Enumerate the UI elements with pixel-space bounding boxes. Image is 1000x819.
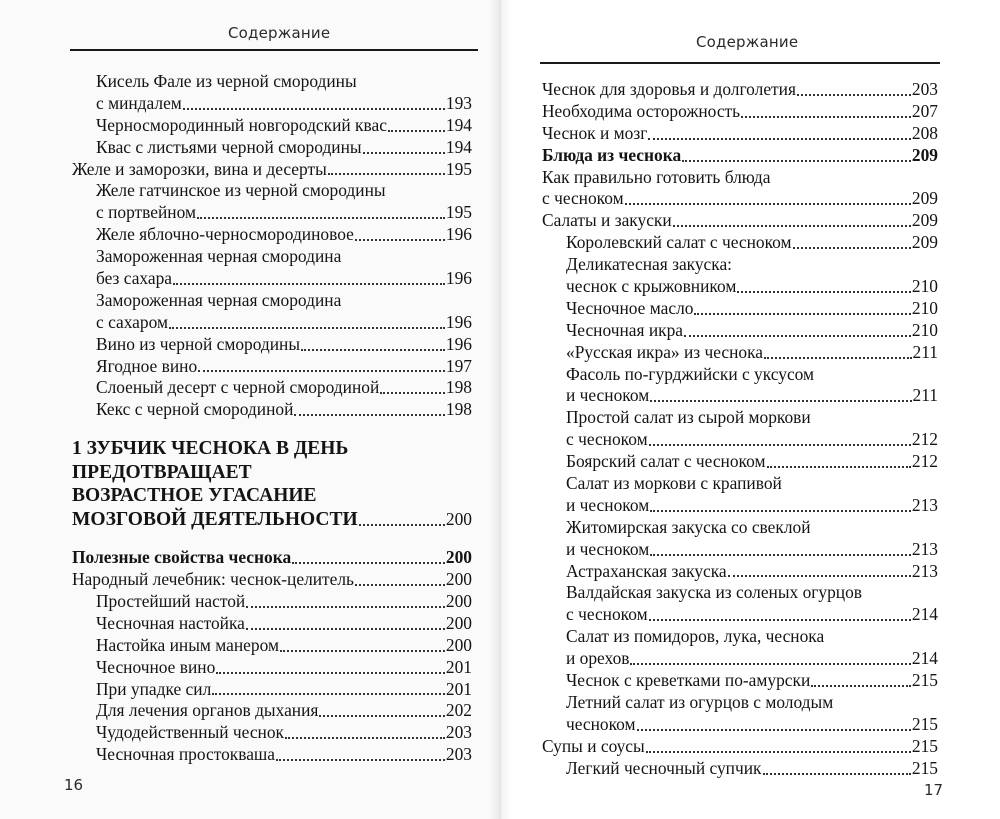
toc-page-number: 200 (445, 547, 472, 568)
toc-entry (542, 364, 938, 386)
toc-entry (542, 145, 938, 167)
toc-entry-title: Замороженная черная смородина (96, 246, 342, 267)
toc-page-number: 198 (445, 399, 472, 420)
toc-entry (72, 377, 472, 399)
toc-entry (72, 722, 472, 744)
toc-entry (542, 429, 938, 451)
toc-entry (542, 626, 938, 648)
toc-entry (72, 202, 472, 224)
toc-dot-leader (183, 93, 445, 115)
toc-entry (72, 137, 472, 159)
right-header-rule (540, 62, 940, 64)
toc-page-number: 213 (911, 538, 938, 559)
toc-entry-title: Летний салат из огурцов с молодым (566, 691, 834, 712)
toc-entry (542, 451, 938, 473)
toc-gap (72, 421, 472, 437)
toc-entry (542, 473, 938, 495)
toc-dot-leader (363, 137, 445, 159)
toc-page-number: 210 (911, 276, 938, 297)
toc-entry-title: Кекс с черной смородиной (96, 399, 294, 420)
toc-page-number: 209 (911, 232, 938, 253)
toc-entry (542, 495, 938, 517)
toc-entry (542, 298, 938, 320)
toc-dot-leader (359, 508, 445, 532)
toc-dot-leader (198, 356, 445, 378)
toc-dot-leader (276, 744, 445, 766)
toc-entry (72, 679, 472, 701)
toc-page-number: 197 (445, 355, 472, 376)
toc-entry (542, 539, 938, 561)
toc-entry-title: чесноком (566, 713, 636, 734)
toc-page-number: 207 (911, 100, 938, 121)
toc-page-number: 209 (911, 188, 938, 209)
toc-entry-title: Деликатесная закуска: (566, 254, 733, 275)
toc-entry-title: Замороженная черная смородина (96, 289, 342, 310)
toc-entry-title: и чесноком (566, 538, 650, 559)
toc-page-number: 215 (911, 670, 938, 691)
toc-dot-leader (355, 569, 445, 591)
left-running-header: Содержание (228, 24, 331, 42)
toc-gap (72, 531, 472, 547)
toc-entry (72, 591, 472, 613)
toc-entry-title: Кисель Фале из черной смородины (96, 71, 357, 91)
toc-entry (72, 115, 472, 137)
toc-entry-title: Полезные свойства чеснока (72, 547, 292, 568)
toc-page-number: 196 (445, 311, 472, 332)
toc-dot-leader (169, 312, 445, 334)
toc-entry-title: Вино из черной смородины (96, 333, 301, 354)
toc-entry (542, 692, 938, 714)
toc-entry-title: Черносмородинный новгородский квас (96, 114, 387, 135)
toc-page-number: 196 (445, 268, 472, 289)
toc-entry-title: Чесночная икра (566, 319, 684, 340)
toc-dot-leader (737, 276, 911, 298)
right-page-number: 17 (924, 781, 944, 799)
toc-entry (72, 246, 472, 268)
toc-entry-title: чеснок с крыжовником (566, 276, 737, 297)
toc-chapter-title (72, 461, 472, 485)
toc-entry (72, 224, 472, 246)
toc-dot-leader (728, 561, 911, 583)
toc-entry-title: Чеснок и мозг (542, 122, 648, 143)
toc-entry (72, 700, 472, 722)
toc-page-number: 211 (912, 385, 938, 406)
toc-entry-title: Королевский салат с чесноком (566, 232, 792, 253)
left-toc (72, 71, 472, 766)
toc-page-number: 212 (911, 429, 938, 450)
toc-dot-leader (767, 451, 911, 473)
toc-dot-leader (650, 495, 911, 517)
toc-entry-title: Желе и заморозки, вина и десерты (72, 158, 327, 179)
toc-entry (72, 312, 472, 334)
toc-entry-title: Народный лечебник: чеснок-целитель (72, 569, 354, 590)
toc-page-number: 213 (911, 560, 938, 581)
toc-page-number: 209 (911, 144, 938, 165)
toc-entry-title: с чесноком (542, 188, 624, 209)
toc-dot-leader (764, 342, 912, 364)
toc-entry-title: 1 ЗУБЧИК ЧЕСНОКА В ДЕНЬ (72, 438, 349, 460)
toc-entry-title: Чеснок с креветками по-амурски (566, 670, 811, 691)
toc-page-number: 212 (911, 451, 938, 472)
toc-page-number: 214 (911, 604, 938, 625)
toc-dot-leader (246, 613, 445, 635)
toc-dot-leader (173, 268, 445, 290)
toc-entry-title: Для лечения органов дыхания (96, 700, 319, 721)
toc-dot-leader (649, 604, 911, 626)
toc-entry-title: Желе гатчинское из черной смородины (96, 180, 386, 201)
toc-entry (72, 159, 472, 181)
toc-entry (542, 101, 938, 123)
toc-page-number: 194 (445, 136, 472, 157)
toc-dot-leader (301, 334, 445, 356)
toc-entry (72, 399, 472, 421)
toc-entry (542, 714, 938, 736)
toc-entry-title: При упадке сил (96, 678, 212, 699)
toc-entry-title: Чесночная простокваша (96, 744, 276, 765)
toc-entry (542, 407, 938, 429)
toc-page-number: 214 (911, 648, 938, 669)
left-page-number: 16 (64, 776, 84, 794)
toc-entry (72, 613, 472, 635)
right-toc (542, 79, 938, 780)
toc-entry-title: Салат из помидоров, лука, чеснока (566, 626, 825, 647)
toc-dot-leader (212, 679, 445, 701)
toc-entry (72, 635, 472, 657)
toc-entry-title: без сахара (96, 268, 173, 289)
toc-page-number: 196 (445, 333, 472, 354)
toc-entry (542, 188, 938, 210)
toc-entry-title: с портвейном (96, 202, 196, 223)
toc-dot-leader (811, 670, 911, 692)
toc-entry (72, 547, 472, 569)
toc-page-number: 198 (445, 377, 472, 398)
toc-dot-leader (648, 123, 911, 145)
toc-page-number: 210 (911, 297, 938, 318)
toc-entry-title: ПРЕДОТВРАЩАЕТ (72, 461, 252, 483)
toc-dot-leader (280, 635, 445, 657)
toc-entry (542, 254, 938, 276)
toc-dot-leader (328, 159, 445, 181)
toc-entry-title: Слоеный десерт с черной смородиной (96, 377, 380, 398)
toc-entry-title: Блюда из чеснока (542, 144, 682, 165)
toc-entry-title: Настойка иным манером (96, 634, 279, 655)
toc-entry (542, 79, 938, 101)
toc-chapter-title (72, 508, 472, 532)
toc-entry-title: Квас с листьями черной смородины (96, 136, 362, 157)
book-spine-shadow (488, 0, 512, 819)
toc-entry (542, 276, 938, 298)
toc-page-number: 200 (445, 612, 472, 633)
toc-page-number: 200 (445, 569, 472, 590)
toc-entry-title: Желе яблочно-черносмородиновое (96, 224, 354, 245)
toc-entry (542, 210, 938, 232)
toc-entry (542, 320, 938, 342)
toc-entry (542, 342, 938, 364)
toc-entry-title: Салат из моркови с крапивой (566, 473, 782, 494)
toc-entry-title: Чудодейственный чеснок (96, 722, 284, 743)
toc-entry-title: МОЗГОВОЙ ДЕЯТЕЛЬНОСТИ (72, 508, 358, 530)
toc-page-number: 203 (445, 744, 472, 765)
toc-entry-title: Житомирская закуска со свеклой (566, 516, 811, 537)
toc-page-number: 196 (445, 224, 472, 245)
toc-page-number: 203 (445, 722, 472, 743)
toc-entry (542, 123, 938, 145)
toc-page-number: 200 (445, 634, 472, 655)
toc-dot-leader (355, 224, 445, 246)
toc-dot-leader (763, 758, 911, 780)
toc-page-number: 215 (911, 757, 938, 778)
toc-dot-leader (380, 377, 445, 399)
toc-page-number: 200 (445, 591, 472, 612)
toc-entry-title: Легкий чесночный супчик (566, 757, 762, 778)
toc-entry-title: Чесночная настойка (96, 612, 245, 633)
toc-dot-leader (684, 320, 911, 342)
toc-entry-title: с чесноком (566, 429, 648, 450)
toc-entry (72, 93, 472, 115)
toc-page-number: 194 (445, 114, 472, 135)
toc-entry (542, 517, 938, 539)
toc-entry-title: Чеснок для здоровья и долголетия (542, 79, 796, 99)
toc-dot-leader (294, 399, 445, 421)
toc-entry-title: Необходима осторожность (542, 100, 741, 121)
left-header-rule (70, 49, 478, 51)
toc-dot-leader (216, 657, 445, 679)
toc-entry-title: Супы и соусы (542, 735, 645, 756)
toc-entry-title: и орехов (566, 648, 630, 669)
toc-entry-title: Простой салат из сырой моркови (566, 407, 811, 428)
toc-entry (542, 670, 938, 692)
toc-entry (72, 290, 472, 312)
toc-dot-leader (793, 232, 911, 254)
right-page (500, 0, 1000, 819)
toc-entry (542, 167, 938, 189)
toc-page-number: 195 (445, 158, 472, 179)
toc-dot-leader (625, 188, 911, 210)
toc-page-number: 213 (911, 494, 938, 515)
toc-dot-leader (637, 714, 911, 736)
toc-entry-title: с чесноком (566, 604, 648, 625)
toc-entry-title: и чесноком (566, 494, 650, 515)
toc-page-number: 195 (445, 202, 472, 223)
toc-entry (542, 582, 938, 604)
toc-entry-title: Простейший настой (96, 591, 246, 612)
toc-entry-title: Чесночное масло (566, 297, 694, 318)
toc-entry-title: Салаты и закуски (542, 210, 672, 231)
toc-entry (542, 604, 938, 626)
toc-dot-leader (741, 101, 911, 123)
toc-dot-leader (292, 547, 445, 569)
toc-entry (72, 71, 472, 93)
toc-entry (72, 180, 472, 202)
toc-dot-leader (197, 202, 445, 224)
toc-entry (72, 356, 472, 378)
toc-entry (542, 561, 938, 583)
toc-page-number: 215 (911, 713, 938, 734)
toc-entry-title: «Русская икра» из чеснока (566, 341, 764, 362)
toc-entry-title: Чесночное вино (96, 656, 216, 677)
toc-page-number: 209 (911, 210, 938, 231)
toc-entry (542, 232, 938, 254)
toc-entry (542, 736, 938, 758)
toc-page-number: 202 (445, 700, 472, 721)
toc-entry-title: ВОЗРАСТНОЕ УГАСАНИЕ (72, 485, 317, 507)
toc-dot-leader (388, 115, 445, 137)
toc-dot-leader (682, 145, 911, 167)
toc-page-number: 210 (911, 319, 938, 340)
toc-dot-leader (285, 722, 445, 744)
toc-entry-title: Валдайская закуска из соленых огурцов (566, 582, 863, 603)
toc-entry-title: с сахаром (96, 311, 168, 332)
toc-entry-title: Боярский салат с чесноком (566, 451, 766, 472)
toc-dot-leader (673, 210, 911, 232)
toc-page-number: 215 (911, 735, 938, 756)
toc-entry (72, 569, 472, 591)
toc-entry (72, 657, 472, 679)
toc-page-number: 201 (445, 656, 472, 677)
toc-entry-title: Астраханская закуска (566, 560, 727, 581)
toc-entry (542, 758, 938, 780)
toc-entry (72, 268, 472, 290)
toc-page-number: 200 (445, 508, 472, 529)
toc-entry-title: с миндалем (96, 92, 182, 113)
toc-dot-leader (797, 79, 911, 101)
toc-dot-leader (646, 736, 911, 758)
toc-entry-title: Как правильно готовить блюда (542, 166, 771, 187)
toc-entry (72, 334, 472, 356)
toc-page-number: 203 (911, 79, 938, 99)
toc-dot-leader (649, 429, 911, 451)
toc-page-number: 211 (912, 341, 938, 362)
toc-page-number: 201 (445, 678, 472, 699)
toc-entry (72, 744, 472, 766)
toc-dot-leader (694, 298, 910, 320)
toc-dot-leader (650, 385, 911, 407)
toc-dot-leader (319, 700, 444, 722)
toc-entry-title: Фасоль по-гурджийски с уксусом (566, 363, 815, 384)
toc-entry (542, 648, 938, 670)
toc-entry-title: Ягодное вино (96, 355, 198, 376)
toc-dot-leader (630, 648, 910, 670)
toc-dot-leader (650, 539, 911, 561)
toc-entry (542, 385, 938, 407)
toc-chapter-title (72, 484, 472, 508)
toc-page-number: 208 (911, 122, 938, 143)
toc-entry-title: и чесноком (566, 385, 650, 406)
toc-page-number: 193 (445, 92, 472, 113)
right-running-header: Содержание (696, 33, 799, 51)
toc-dot-leader (246, 591, 445, 613)
toc-chapter-title (72, 437, 472, 461)
